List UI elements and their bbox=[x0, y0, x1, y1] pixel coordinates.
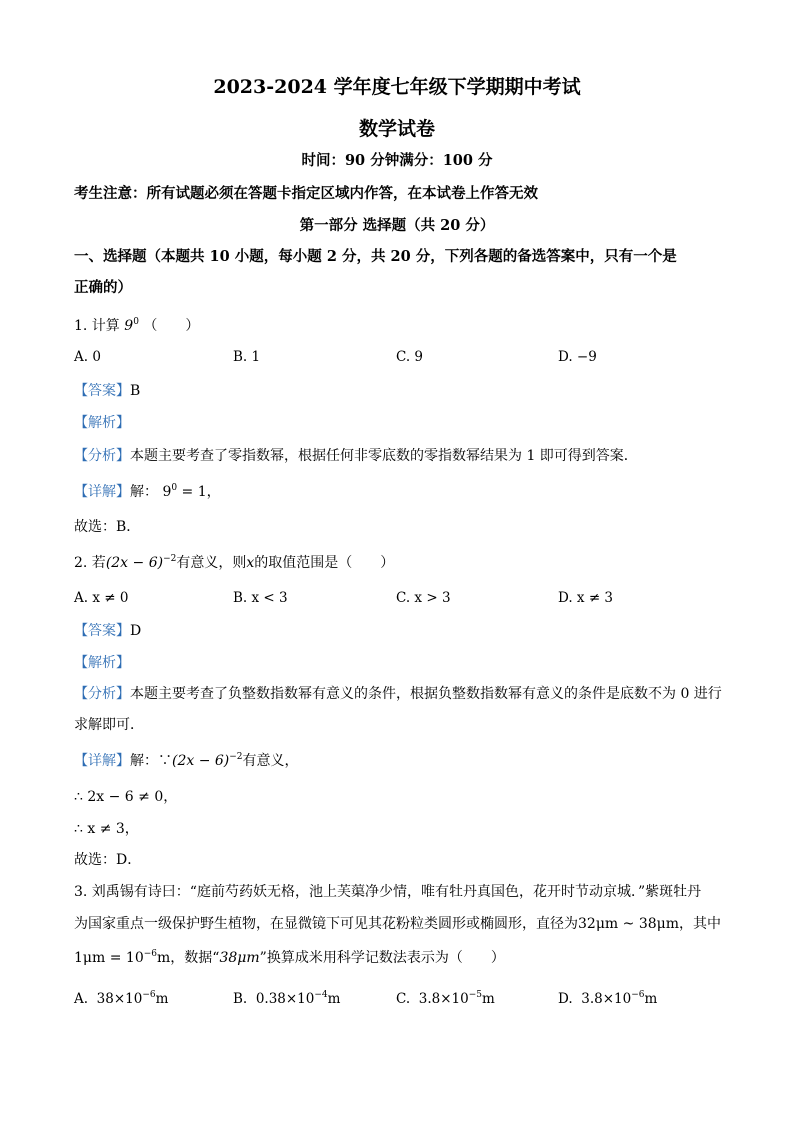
q2-option-d: D. x ≠ 3 bbox=[558, 590, 614, 606]
time-info: 时间：90 分钟满分：100 分 bbox=[301, 152, 493, 169]
exam-title: 2023-2024 学年度七年级下学期期中考试 bbox=[213, 76, 581, 98]
q3-option-c-unit: m bbox=[481, 991, 495, 1007]
q2-stem bbox=[74, 552, 394, 572]
q3-option-a-mant: 38×10 bbox=[96, 991, 143, 1007]
q2-answer-value: D bbox=[130, 623, 142, 639]
q2-answer bbox=[74, 620, 141, 640]
q3-option-d bbox=[558, 990, 657, 1007]
q1-fenxi bbox=[74, 445, 638, 465]
answer-label: 【答案】 bbox=[74, 383, 130, 399]
q3-line2-suffix: ，其中 bbox=[679, 916, 722, 932]
q3-option-b bbox=[233, 990, 340, 1007]
q1-conclusion: 故选：B． bbox=[74, 519, 141, 535]
q2-fenxi-text: 本题主要考查了负整数指数幂有意义的条件，根据负整数指数幂有意义的条件是底数不为 0 进行 bbox=[130, 686, 722, 702]
xiangjie-label: 【详解】 bbox=[74, 753, 130, 769]
fenxi-label: 【分析】 bbox=[74, 686, 130, 702]
q3-option-b-mant: 0.38×10 bbox=[255, 991, 315, 1007]
q3-eq-exp: −6 bbox=[143, 949, 158, 959]
q3-option-d-label: D. bbox=[558, 991, 573, 1007]
q3-option-b-unit: m bbox=[327, 991, 341, 1007]
q2-xiangjie-exp: −2 bbox=[229, 752, 243, 762]
q1-option-d: D. −9 bbox=[558, 349, 597, 365]
q1-xiangjie-rest: = 1， bbox=[177, 484, 221, 500]
q2-option-b: B. x < 3 bbox=[233, 590, 288, 606]
q2-jiexi-label: 【解析】 bbox=[74, 655, 130, 671]
q2-conclusion: 故选：D． bbox=[74, 852, 142, 868]
q2-expr: (2x − 6) bbox=[105, 555, 164, 571]
q3-data: 38μm bbox=[219, 950, 260, 966]
q1-xiangjie-exp: 0 bbox=[171, 483, 178, 493]
q3-option-c-mant: 3.8×10 bbox=[418, 991, 469, 1007]
q1-answer-value: B bbox=[130, 383, 141, 399]
q3-option-b-exp: −4 bbox=[314, 990, 328, 1000]
answer-label: 【答案】 bbox=[74, 623, 130, 639]
q1-option-c: C. 9 bbox=[396, 349, 424, 365]
q1-option-b: B. 1 bbox=[233, 349, 261, 365]
q3-range: 32μm ~ 38μm bbox=[578, 916, 680, 932]
q3-option-a-unit: m bbox=[155, 991, 169, 1007]
q1-fenxi-text: 本题主要考查了零指数幂，根据任何非零底数的零指数幂结果为 1 即可得到答案． bbox=[130, 448, 638, 464]
q1-stem bbox=[74, 315, 199, 335]
q2-expr-exp: −2 bbox=[163, 554, 177, 564]
q3-stem-line2 bbox=[74, 913, 721, 933]
q2-stem-suffix: 的取值范围是（ ） bbox=[254, 555, 395, 571]
section-heading-line1: 一、选择题（本题共 10 小题，每小题 2 分，共 20 分，下列各题的备选答案中，只有一个是 bbox=[74, 248, 677, 265]
xiangjie-label: 【详解】 bbox=[74, 484, 130, 500]
q3-line3-mid: ，数据“ bbox=[170, 950, 220, 966]
q2-xiangjie bbox=[74, 750, 299, 770]
q2-xiangjie-expr: (2x − 6) bbox=[172, 753, 230, 769]
q3-stem-line1: 3. 刘禹锡有诗曰：“庭前芍药妖无格，池上芙蕖净少情，唯有牡丹真国色，花开时节动京城．”紫斑牡丹 bbox=[74, 884, 702, 900]
q3-option-a-label: A. bbox=[74, 991, 89, 1007]
q2-option-c: C. x > 3 bbox=[396, 590, 451, 606]
fenxi-label: 【分析】 bbox=[74, 448, 130, 464]
q2-option-a: A. x ≠ 0 bbox=[74, 590, 129, 606]
q3-eq-unit: m bbox=[157, 950, 171, 966]
q3-stem-line3 bbox=[74, 947, 505, 967]
q2-step2: ∴ x ≠ 3， bbox=[74, 821, 139, 837]
q1-xiangjie-prefix: 解： bbox=[130, 484, 158, 500]
q1-answer bbox=[74, 380, 140, 400]
q3-option-d-exp: −6 bbox=[631, 990, 645, 1000]
q3-line3-suffix: ”换算成米用科学记数法表示为（ ） bbox=[259, 950, 505, 966]
q1-exp: 0 bbox=[133, 317, 139, 327]
q2-fenxi-line1 bbox=[74, 683, 722, 703]
q3-option-d-mant: 3.8×10 bbox=[581, 991, 632, 1007]
q3-eq-prefix: 1μm = 10 bbox=[74, 950, 144, 966]
q2-xiangjie-prefix: 解：∵ bbox=[130, 753, 172, 769]
q1-jiexi-label: 【解析】 bbox=[74, 415, 130, 431]
part-title: 第一部分 选择题（共 20 分） bbox=[299, 217, 495, 234]
q2-stem-prefix: 2. 若 bbox=[74, 555, 106, 571]
notice: 考生注意：所有试题必须在答题卡指定区域内作答，在本试卷上作答无效 bbox=[74, 185, 538, 202]
exam-subtitle: 数学试卷 bbox=[358, 118, 435, 140]
q2-var: x bbox=[246, 555, 255, 571]
q3-line2-prefix: 为国家重点一级保护野生植物，在显微镜下可见其花粉粒类圆形或椭圆形，直径为 bbox=[74, 916, 578, 932]
q3-option-a bbox=[74, 990, 168, 1007]
q3-option-c bbox=[396, 990, 495, 1007]
q1-option-a: A. 0 bbox=[74, 349, 101, 365]
q1-stem-prefix: 1. 计算 bbox=[74, 318, 120, 334]
q3-option-c-exp: −5 bbox=[468, 990, 482, 1000]
q1-stem-suffix: （ ） bbox=[143, 318, 200, 334]
q3-option-c-label: C. bbox=[396, 991, 411, 1007]
q3-option-d-unit: m bbox=[644, 991, 658, 1007]
q2-xiangjie-suffix: 有意义， bbox=[242, 753, 299, 769]
q3-option-b-label: B. bbox=[233, 991, 248, 1007]
q1-xiangjie-base: 9 bbox=[162, 484, 172, 500]
q3-option-a-exp: −6 bbox=[142, 990, 156, 1000]
q2-step1: ∴ 2x − 6 ≠ 0， bbox=[74, 789, 178, 805]
section-heading-line2: 正确的） bbox=[74, 279, 132, 296]
q1-base: 9 bbox=[124, 318, 134, 334]
q1-xiangjie bbox=[74, 481, 221, 501]
q2-fenxi-line2: 求解即可． bbox=[74, 717, 144, 733]
q2-stem-mid: 有意义，则 bbox=[176, 555, 247, 571]
